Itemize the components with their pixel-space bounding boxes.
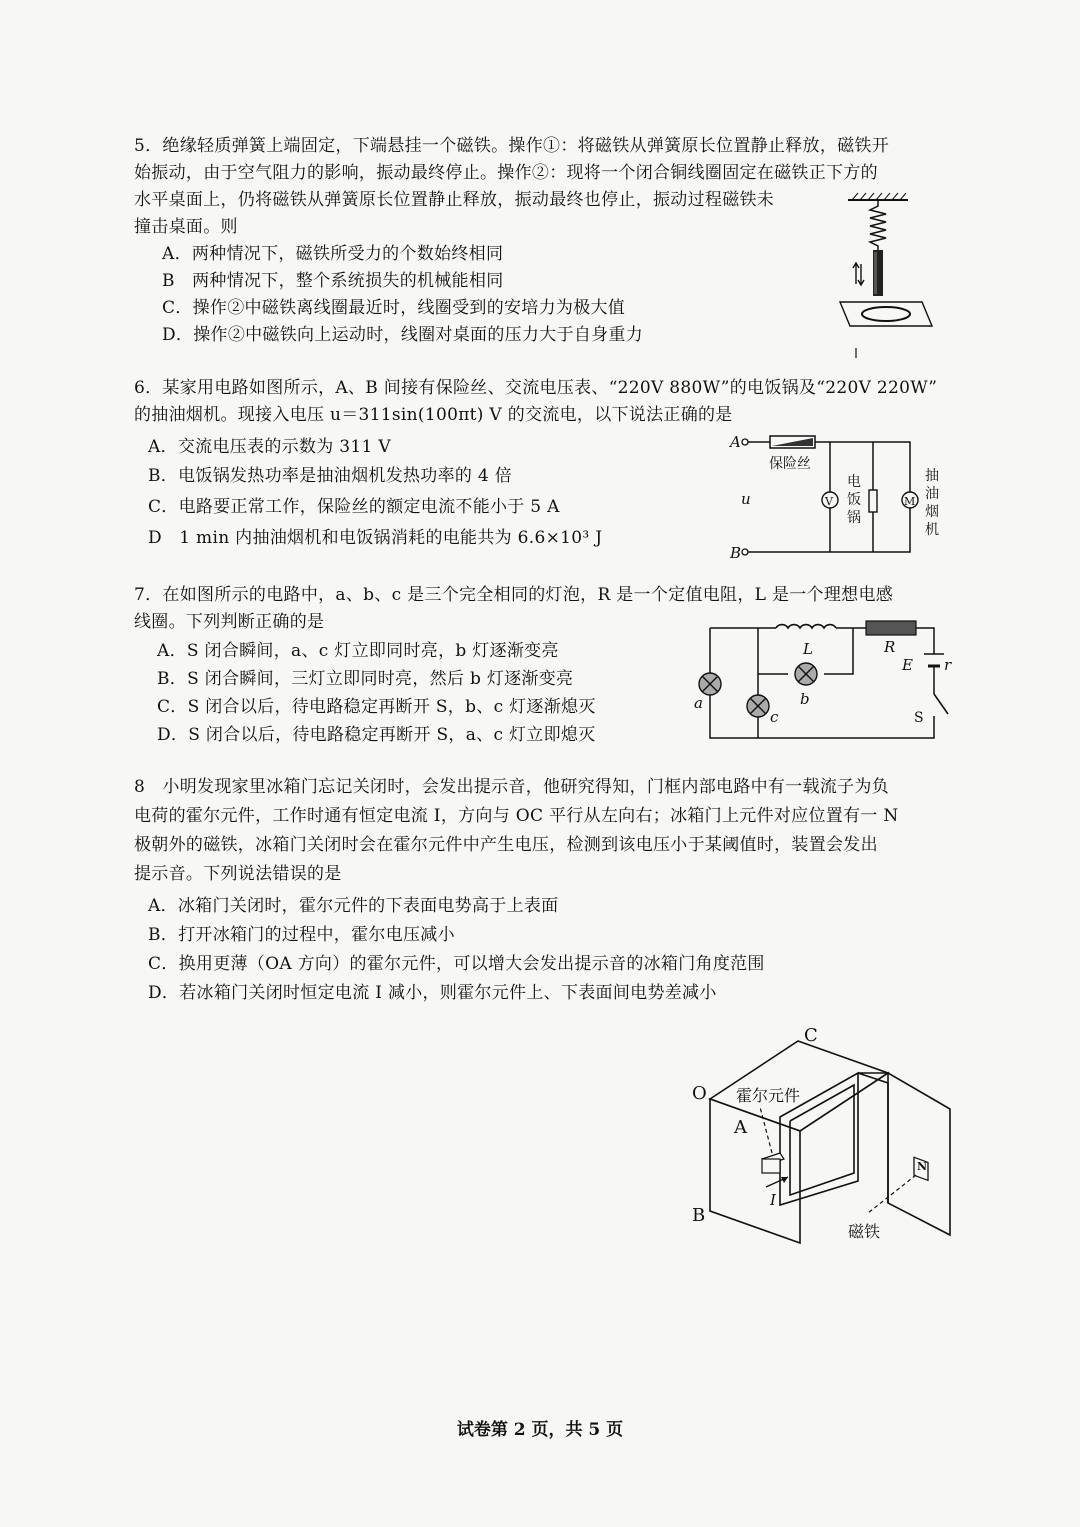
q7-label-e: E xyxy=(902,656,913,674)
q6-motor-symbol: M xyxy=(904,495,916,508)
q6-cooker-char-3: 锅 xyxy=(847,510,861,526)
q6-hood-char-1: 抽 xyxy=(925,468,939,484)
q8-label-b: B xyxy=(692,1205,706,1226)
q6-label-u: u xyxy=(741,490,751,508)
q7-label-l: L xyxy=(803,640,813,658)
q6-fuse-label: 保险丝 xyxy=(769,456,811,472)
q6-stem-line-2: 的抽油烟机。现接入电压 u＝311sin(100πt) V 的交流电，以下说法正确的是 xyxy=(134,405,733,425)
q8-stem-line-3: 极朝外的磁铁，冰箱门关闭时会在霍尔元件中产生电压，检测到该电压小于某阈值时，装置会发出 xyxy=(134,835,878,855)
lamp-c-icon xyxy=(747,695,769,717)
rice-cooker-resistor-icon xyxy=(869,490,877,512)
q7-option-a: A．S 闭合瞬间，a、c 灯立即同时亮，b 灯逐渐变亮 xyxy=(157,641,559,661)
q5-option-a: A．两种情况下，磁铁所受力的个数始终相同 xyxy=(162,244,504,264)
q7-stem-line-2: 线圈。下列判断正确的是 xyxy=(134,612,325,632)
q6-hood-char-4: 机 xyxy=(925,522,939,538)
q5-stem-line-3: 水平桌面上，仍将磁铁从弹簧原长位置静止释放，振动最终也停止，振动过程磁铁未 xyxy=(134,190,775,210)
q6-hood-char-2: 油 xyxy=(925,486,939,502)
q6-voltmeter-symbol: V xyxy=(825,495,833,508)
q6-cooker-char-2: 饭 xyxy=(847,492,861,508)
q6-option-c: C．电路要正常工作，保险丝的额定电流不能小于 5 A xyxy=(148,497,560,517)
q8-option-b: B．打开冰箱门的过程中，霍尔电压减小 xyxy=(148,925,455,945)
q8-label-a: A xyxy=(734,1117,747,1138)
q6-hood-char-3: 烟 xyxy=(925,504,939,520)
q7-label-c: c xyxy=(770,708,779,726)
q6-option-b: B．电饭锅发热功率是抽油烟机发热功率的 4 倍 xyxy=(148,466,513,486)
q7-option-b: B．S 闭合瞬间，三灯立即同时亮，然后 b 灯逐渐变亮 xyxy=(157,669,574,689)
q5-option-c: C．操作②中磁铁离线圈最近时，线圈受到的安培力为极大值 xyxy=(162,298,626,318)
q7-option-c: C．S 闭合以后，待电路稳定再断开 S，b、c 灯逐渐熄灭 xyxy=(157,697,596,717)
q8-hall-element-label: 霍尔元件 xyxy=(736,1086,801,1105)
q7-inductor-circuit-figure xyxy=(688,614,950,750)
q7-label-s: S xyxy=(914,710,924,726)
q8-stem-line-1: 8 小明发现家里冰箱门忘记关闭时，会发出提示音，他研究得知，门框内部电路中有一载流子为负 xyxy=(134,777,890,797)
q8-option-a: A．冰箱门关闭时，霍尔元件的下表面电势高于上表面 xyxy=(148,896,559,916)
q5-stem-line-2: 始振动，由于空气阻力的影响，振动最终停止。操作②：现将一个闭合铜线圈固定在磁铁正下方的 xyxy=(134,163,878,183)
q6-option-a: A．交流电压表的示数为 311 V xyxy=(148,437,391,457)
q8-label-o: O xyxy=(692,1083,707,1104)
q8-label-c: C xyxy=(804,1025,818,1046)
q8-stem-line-4: 提示音。下列说法错误的是 xyxy=(134,864,342,884)
q6-label-a: A xyxy=(730,433,741,451)
page-footer: 试卷第 2 页，共 5 页 xyxy=(456,1420,624,1440)
q6-option-d: D 1 min 内抽油烟机和电饭锅消耗的电能共为 6.6×10³ J xyxy=(148,528,603,548)
q7-label-r: R xyxy=(884,638,896,656)
q6-label-b: B xyxy=(730,544,742,562)
q7-label-a: a xyxy=(694,694,703,712)
q7-label-r-internal: r xyxy=(944,656,952,674)
q5-stem-line-4: 撞击桌面。则 xyxy=(134,217,238,237)
q8-current-label: I xyxy=(770,1191,776,1209)
switch-icon xyxy=(934,694,948,714)
q7-stem-line-1: 7．在如图所示的电路中，a、b、c 是三个完全相同的灯泡，R 是一个定值电阻，L 是一个理想电感 xyxy=(134,585,894,605)
q6-cooker-char-1: 电 xyxy=(847,474,861,490)
q7-label-b: b xyxy=(800,690,810,708)
inductor-coil-icon xyxy=(776,625,836,628)
q5-spring-magnet-figure xyxy=(828,190,938,360)
q5-stem-line-1: 5．绝缘轻质弹簧上端固定，下端悬挂一个磁铁。操作①：将磁铁从弹簧原长位置静止释放，磁铁开 xyxy=(134,136,890,156)
q8-option-d: D．若冰箱门关闭时恒定电流 I 减小，则霍尔元件上、下表面间电势差减小 xyxy=(148,983,717,1003)
q6-stem-line-1: 6．某家用电路如图所示，A、B 间接有保险丝、交流电压表、“220V 880W”的电饭锅及“220V 220W” xyxy=(134,378,938,398)
q8-stem-line-2: 电荷的霍尔元件，工作时通有恒定电流 I，方向与 OC 平行从左向右；冰箱门上元件对应位置有一 N xyxy=(134,806,899,826)
q8-magnet-label: 磁铁 xyxy=(848,1222,881,1241)
q6-household-circuit-figure xyxy=(725,428,950,568)
q5-option-b: B 两种情况下，整个系统损失的机械能相同 xyxy=(162,271,504,291)
resistor-icon xyxy=(866,621,916,635)
lamp-a-icon xyxy=(699,673,721,695)
q7-option-d: D．S 闭合以后，待电路稳定再断开 S，a、c 灯立即熄灭 xyxy=(157,725,596,745)
q8-option-c: C．换用更薄（OA 方向）的霍尔元件，可以增大会发出提示音的冰箱门角度范围 xyxy=(148,954,765,974)
q8-refrigerator-figure xyxy=(688,1025,960,1245)
lamp-b-icon xyxy=(795,663,817,685)
q5-option-d: D．操作②中磁铁向上运动时，线圈对桌面的压力大于自身重力 xyxy=(162,325,644,345)
q8-magnet-n-label: N xyxy=(917,1160,928,1173)
